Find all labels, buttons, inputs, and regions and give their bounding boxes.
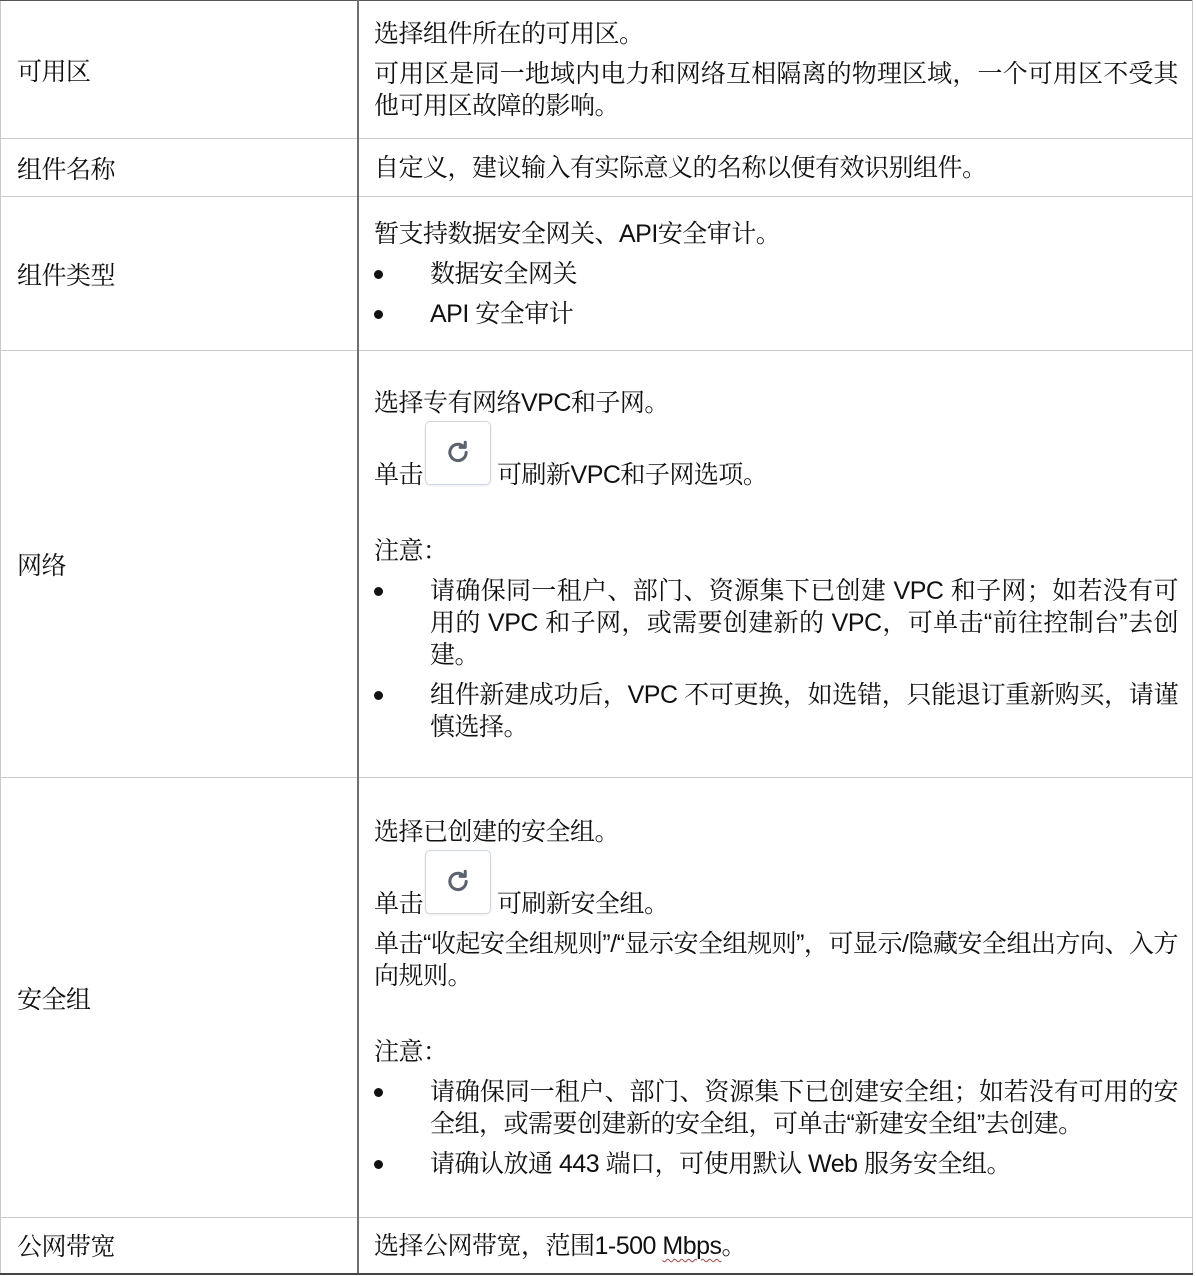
table-row [1, 778, 1193, 1218]
list-item: 请确认放通 443 端口，可使用默认 Web 服务安全组。 [374, 1148, 1178, 1180]
row-content [358, 197, 1193, 351]
list-item: 请确保同一租户、部门、资源集下已创建 VPC 和子网；如若没有可用的 VPC 和子网，或需要创建新的 VPC，可单击“前往控制台”去创建。 [374, 575, 1178, 671]
text-line: 选择公网带宽，范围1-500 Mbps。 [374, 1231, 747, 1260]
list-item: 请确保同一租户、部门、资源集下已创建安全组；如若没有可用的安全组，或需要创建新的安全组，可单击“新建安全组”去创建。 [374, 1076, 1178, 1140]
bullet-dot [374, 270, 383, 279]
bullet-dot [374, 310, 383, 319]
table-row [1, 139, 1193, 197]
row-label: 安全组 [1, 778, 359, 1218]
text-line: 选择专有网络VPC和子网。 [374, 388, 669, 417]
list-item: 组件新建成功后，VPC 不可更换，如选错，只能退订重新购买，请谨慎选择。 [374, 679, 1178, 743]
row-label: 组件名称 [1, 139, 359, 197]
row-content [358, 1218, 1193, 1274]
row-content [358, 139, 1193, 197]
refresh-line: 单击 可刷新安全组。 [374, 856, 1178, 920]
table-row [1, 197, 1193, 351]
refresh-line: 单击 可刷新VPC和子网选项。 [374, 427, 1178, 491]
bullet-list [374, 1076, 1178, 1180]
row-content [358, 778, 1193, 1218]
text-line: 选择已创建的安全组。 [374, 818, 620, 846]
refresh-button[interactable] [425, 421, 491, 485]
refresh-button[interactable] [425, 850, 491, 914]
note-label: 注意： [374, 536, 448, 565]
bullet-dot [374, 587, 383, 596]
row-content [358, 1, 1193, 139]
bullet-dot [374, 1160, 383, 1169]
bullet-dot [374, 1088, 383, 1097]
table-row [1, 351, 1193, 778]
row-content [358, 351, 1193, 778]
list-item: API 安全审计 [374, 298, 1178, 330]
row-label: 网络 [1, 351, 359, 778]
table-row [1, 1, 1193, 139]
note-label: 注意： [374, 1038, 448, 1066]
refresh-icon [444, 868, 472, 896]
refresh-icon [444, 439, 472, 467]
row-label: 组件类型 [1, 197, 359, 351]
text-line: 暂支持数据安全网关、API安全审计。 [374, 220, 781, 248]
bullet-list [374, 575, 1178, 743]
bullet-dot [374, 691, 383, 700]
list-item: 数据安全网关 [374, 258, 1178, 290]
text-line: 自定义，建议输入有实际意义的名称以便有效识别组件。 [374, 154, 987, 182]
table-row [1, 1218, 1193, 1274]
text-line: 单击“收起安全组规则”/“显示安全组规则”，可显示/隐藏安全组出方向、入方向规则。 [374, 930, 1178, 990]
bullet-list [374, 258, 1178, 330]
row-label: 可用区 [1, 1, 359, 139]
row-label: 公网带宽 [1, 1218, 359, 1274]
text-line: 可用区是同一地域内电力和网络互相隔离的物理区域，一个可用区不受其他可用区故障的影响。 [374, 60, 1178, 120]
text-line: 选择组件所在的可用区。 [374, 20, 644, 48]
